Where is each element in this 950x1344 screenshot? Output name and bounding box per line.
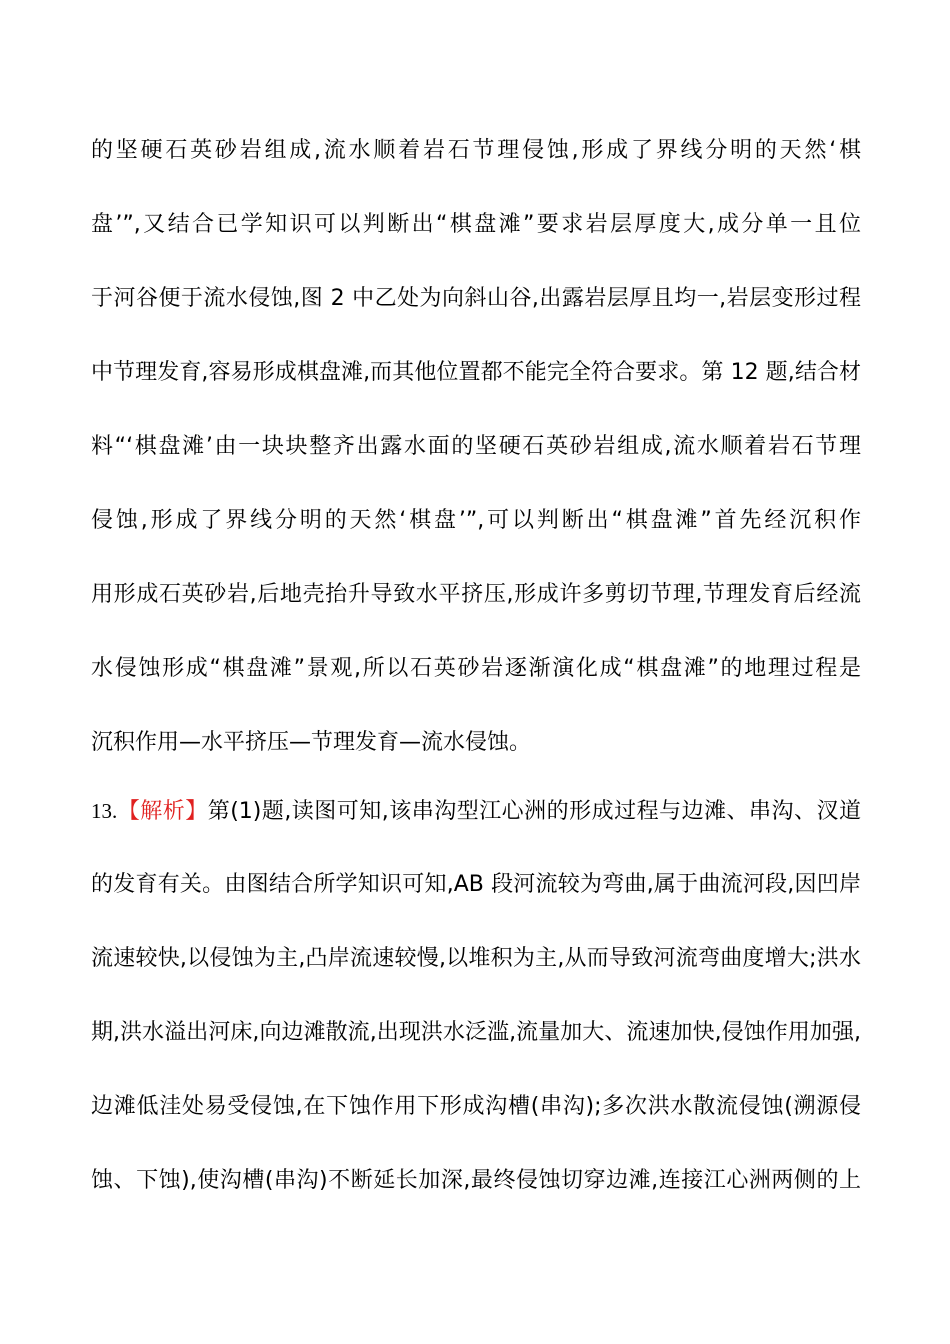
question-13-heading-line xyxy=(91,793,861,829)
text-line: 的发育有关。由图结合所学知识可知,AB 段河流较为弯曲,属于曲流河段,因凹岸 xyxy=(91,872,861,897)
text-line: 水侵蚀形成“棋盘滩”景观,所以石英砂岩逐渐演化成“棋盘滩”的地理过程是 xyxy=(91,656,861,681)
text-line: 沉积作用—水平挤压—节理发育—流水侵蚀。 xyxy=(91,730,532,755)
question-number: 13. xyxy=(91,799,118,823)
text-line: 蚀、下蚀),使沟槽(串沟)不断延长加深,最终侵蚀切穿边滩,连接江心洲两侧的上 xyxy=(91,1168,861,1193)
text-line: 侵蚀,形成了界线分明的天然‘棋盘’”,可以判断出“棋盘滩”首先经沉积作 xyxy=(91,508,861,533)
text-line: 盘’”,又结合已学知识可以判断出“棋盘滩”要求岩层厚度大,成分单一且位 xyxy=(91,212,861,237)
text-line: 中节理发育,容易形成棋盘滩,而其他位置都不能完全符合要求。第 12 题,结合材 xyxy=(91,360,861,385)
analysis-tag: 【解析】 xyxy=(117,799,208,824)
text-line: 期,洪水溢出河床,向边滩散流,出现洪水泛滥,流量加大、流速加快,侵蚀作用加强, xyxy=(91,1020,861,1045)
text-segment: 第(1)题,读图可知,该串沟型江心洲的形成过程与边滩、串沟、汊道 xyxy=(207,799,861,824)
text-line: 于河谷便于流水侵蚀,图 2 中乙处为向斜山谷,出露岩层厚且均一,岩层变形过程 xyxy=(91,286,861,311)
text-line: 边滩低洼处易受侵蚀,在下蚀作用下形成沟槽(串沟);多次洪水散流侵蚀(溯源侵 xyxy=(91,1094,861,1119)
text-line: 料“‘棋盘滩’由一块块整齐出露水面的坚硬石英砂岩组成,流水顺着岩石节理 xyxy=(91,434,861,459)
text-line: 流速较快,以侵蚀为主,凸岸流速较慢,以堆积为主,从而导致河流弯曲度增大;洪水 xyxy=(91,946,861,971)
text-line: 用形成石英砂岩,后地壳抬升导致水平挤压,形成许多剪切节理,节理发育后经流 xyxy=(91,582,861,607)
text-line: 的坚硬石英砂岩组成,流水顺着岩石节理侵蚀,形成了界线分明的天然‘棋 xyxy=(91,138,861,163)
